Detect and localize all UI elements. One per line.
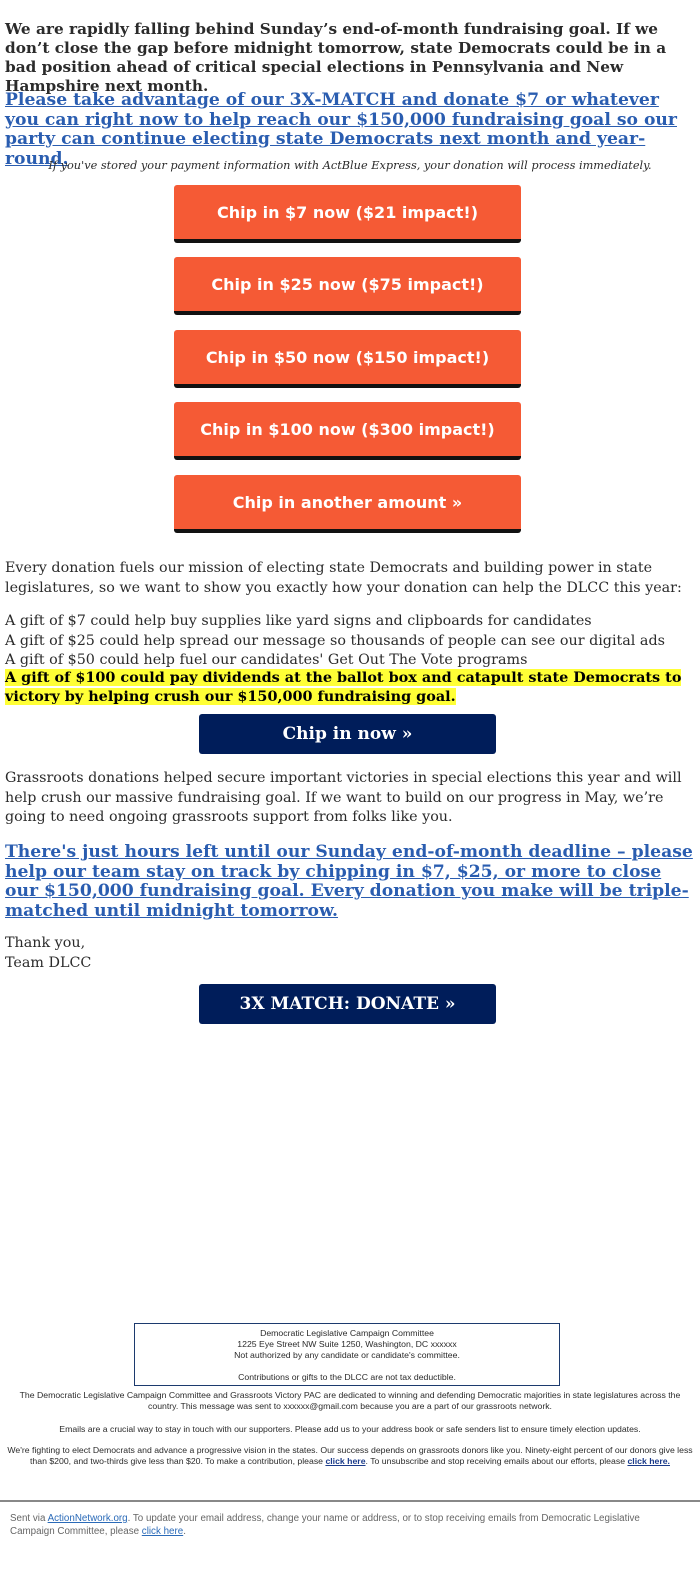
footer-tax-note: Contributions or gifts to the DLCC are not tax deductible. bbox=[238, 1372, 456, 1382]
chip-7-button[interactable]: Chip in $7 now ($21 impact!) bbox=[174, 185, 521, 243]
gift-list bbox=[5, 612, 695, 671]
intro-paragraph: We are rapidly falling behind Sunday’s end-of-month fundraising goal. If we don’t close the gap before midnight tomorrow, state Democrats could be in a bad position ahead of critical special elections in Pennsylvania and New Hampshire next month. bbox=[5, 20, 667, 95]
actionnetwork-link[interactable]: ActionNetwork.org bbox=[47, 1513, 128, 1524]
chip-100-button[interactable]: Chip in $100 now ($300 impact!) bbox=[174, 402, 521, 460]
sent-via-prefix: Sent via bbox=[10, 1513, 46, 1524]
actblue-express-note: If you've stored your payment information with ActBlue Express, your donation will process immediately. bbox=[48, 159, 652, 172]
footer-fighting bbox=[5, 1445, 695, 1467]
chip-50-button[interactable]: Chip in $50 now ($150 impact!) bbox=[174, 330, 521, 388]
footer-unsubscribe-link[interactable]: click here. bbox=[627, 1456, 670, 1466]
footer-address-box bbox=[134, 1323, 560, 1386]
sent-via-footer bbox=[10, 1512, 680, 1538]
footer-contribute-link[interactable]: click here bbox=[325, 1456, 366, 1466]
gift-50-line: A gift of $50 could help fuel our candidates' Get Out The Vote programs bbox=[5, 652, 528, 668]
footer-address: 1225 Eye Street NW Suite 1250, Washington, DC xxxxxx bbox=[237, 1339, 457, 1349]
grassroots-paragraph: Grassroots donations helped secure important victories in special elections this year and will help crush our massive fundraising goal. If we want to build on our progress in May, we’re going to need ongoing grassroots support from folks like you. bbox=[5, 770, 682, 825]
thanks-line: Thank you, bbox=[5, 935, 86, 951]
signoff-line: Team DLCC bbox=[5, 954, 92, 971]
gift-7-line: A gift of $7 could help buy supplies like yard signs and clipboards for candidates bbox=[5, 613, 592, 629]
chip-other-amount-button[interactable]: Chip in another amount » bbox=[174, 475, 521, 533]
chip-25-button[interactable]: Chip in $25 now ($75 impact!) bbox=[174, 257, 521, 315]
sent-via-end: . bbox=[183, 1526, 186, 1537]
chip-in-now-button[interactable]: Chip in now » bbox=[199, 714, 496, 754]
mission-paragraph: Every donation fuels our mission of electing state Democrats and building power in state legislatures, so we want to show you exactly how your donation can help the DLCC this year: bbox=[5, 560, 682, 596]
gift-25-line: A gift of $25 could help spread our message so thousands of people can see our digital ads bbox=[5, 632, 665, 649]
gift-100-highlight bbox=[5, 668, 681, 706]
match-donate-button[interactable]: 3X MATCH: DONATE » bbox=[199, 984, 496, 1024]
deadline-link[interactable]: There's just hours left until our Sunday end-of-month deadline – please help our team stay on track by chipping in $7, $25, or more to close our $150,000 fundraising goal. Every donation you make will be triple-matched until midnight tomorrow. bbox=[5, 842, 693, 921]
footer-divider bbox=[0, 1500, 700, 1502]
signature bbox=[5, 934, 695, 973]
update-email-link[interactable]: click here bbox=[141, 1526, 184, 1537]
footer-fighting-text: We're fighting to elect Democrats and advance a progressive vision in the states. Our success depends on grassroots donors like you. Ninety-eight percent of our donors give less than $200, and two-thirds give less than $20. To make a contribution, please bbox=[7, 1445, 693, 1466]
footer-emails-note: Emails are a crucial way to stay in touch with our supporters. Please add us to your address book or safe senders list to ensure timely election updates. bbox=[59, 1424, 641, 1434]
gift-100-line-2: victory by helping crush our $150,000 fundraising goal. bbox=[5, 688, 456, 705]
sent-via-text: . To update your email address, change your name or address, or to stop receiving emails from Democratic Legislative Campaign Committee, please bbox=[10, 1513, 640, 1537]
footer-unsubscribe-text: . To unsubscribe and stop receiving emails about our efforts, please bbox=[365, 1456, 626, 1466]
footer-disclaimer: Not authorized by any candidate or candidate's committee. bbox=[234, 1350, 460, 1360]
footer-org: Democratic Legislative Campaign Committee bbox=[260, 1328, 434, 1338]
footer-dedication: The Democratic Legislative Campaign Committee and Grassroots Victory PAC are dedicated to winning and defending Democratic majorities in state legislatures across the country. This message was sent to xxxxxx@gmail.com because you are a part of our grassroots network. bbox=[19, 1390, 681, 1411]
match-donate-link[interactable]: Please take advantage of our 3X-MATCH and donate $7 or whatever you can right now to help reach our $150,000 fundraising goal so our party can continue electing state Democrats next month and year-round. bbox=[5, 90, 677, 169]
gift-100-line-1: A gift of $100 could pay dividends at the ballot box and catapult state Democrats to bbox=[5, 669, 682, 686]
